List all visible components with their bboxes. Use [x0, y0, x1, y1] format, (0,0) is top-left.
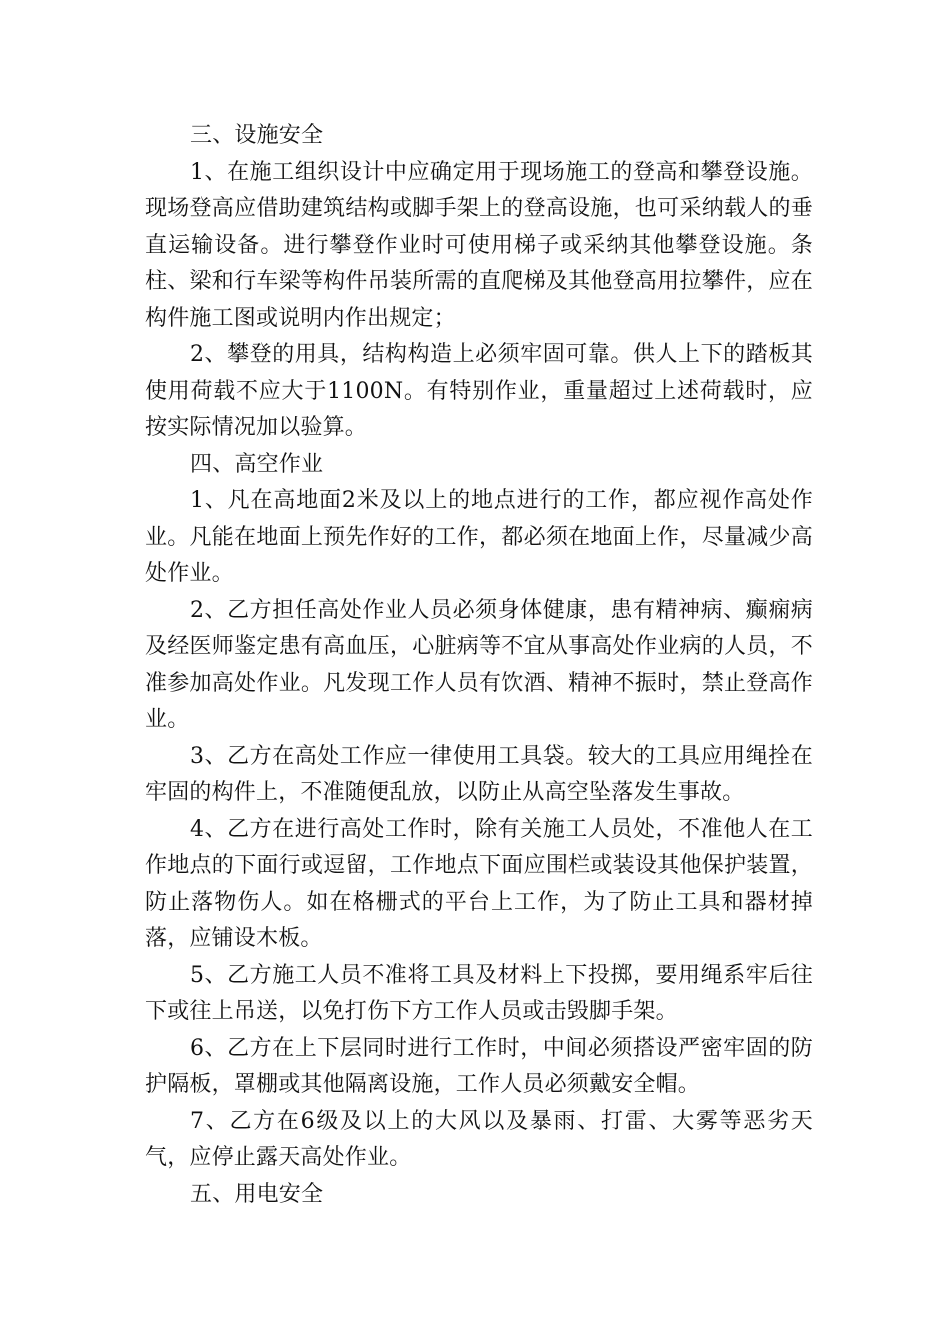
paragraph-height-3: 3、乙方在高处工作应一律使用工具袋。较大的工具应用绳拴在牢固的构件上，不准随便乱放，以防止从高空坠落发生事故。: [145, 743, 813, 805]
document-body: [145, 118, 813, 1213]
paragraph-height-2: 2、乙方担任高处作业人员必须身体健康，患有精神病、癫痫病及经医师鉴定患有高血压，心脏病等不宜从事高处作业病的人员，不准参加高处作业。凡发现工作人员有饮酒、精神不振时，禁止登高作业。: [145, 597, 813, 732]
paragraph-height-1: 1、凡在高地面2米及以上的地点进行的工作，都应视作高处作业。凡能在地面上预先作好的工作，都必须在地面上作，尽量减少高处作业。: [145, 488, 813, 586]
paragraph-height-5: 5、乙方施工人员不准将工具及材料上下投掷，要用绳系牢后往下或往上吊送，以免打伤下方工作人员或击毁脚手架。: [145, 962, 813, 1024]
paragraph-height-4: 4、乙方在进行高处工作时，除有关施工人员处，不准他人在工作地点的下面行或逗留，工作地点下面应围栏或装设其他保护装置，防止落物伤人。如在格栅式的平台上工作，为了防止工具和器材掉落，应铺设木板。: [145, 816, 813, 951]
section-heading-work-at-height: 四、高空作业: [190, 451, 324, 477]
paragraph-height-6: 6、乙方在上下层同时进行工作时，中间必须搭设严密牢固的防护隔板，罩棚或其他隔离设施，工作人员必须戴安全帽。: [145, 1035, 813, 1097]
paragraph-height-7: 7、乙方在6级及以上的大风以及暴雨、打雷、大雾等恶劣天气，应停止露天高处作业。: [145, 1108, 813, 1170]
section-heading-electrical-safety: 五、用电安全: [190, 1181, 324, 1207]
paragraph-facility-1: 1、在施工组织设计中应确定用于现场施工的登高和攀登设施。现场登高应借助建筑结构或脚手架上的登高设施，也可采纳载人的垂直运输设备。进行攀登作业时可使用梯子或采纳其他攀登设施。条柱、梁和行车梁等构件吊装所需的直爬梯及其他登高用拉攀件，应在构件施工图或说明内作出规定；: [145, 159, 813, 331]
section-heading-facility-safety: 三、设施安全: [190, 123, 324, 148]
paragraph-facility-2: 2、攀登的用具，结构构造上必须牢固可靠。供人上下的踏板其使用荷载不应大于1100N。有特别作业，重量超过上述荷载时，应按实际情况加以验算。: [145, 342, 813, 440]
